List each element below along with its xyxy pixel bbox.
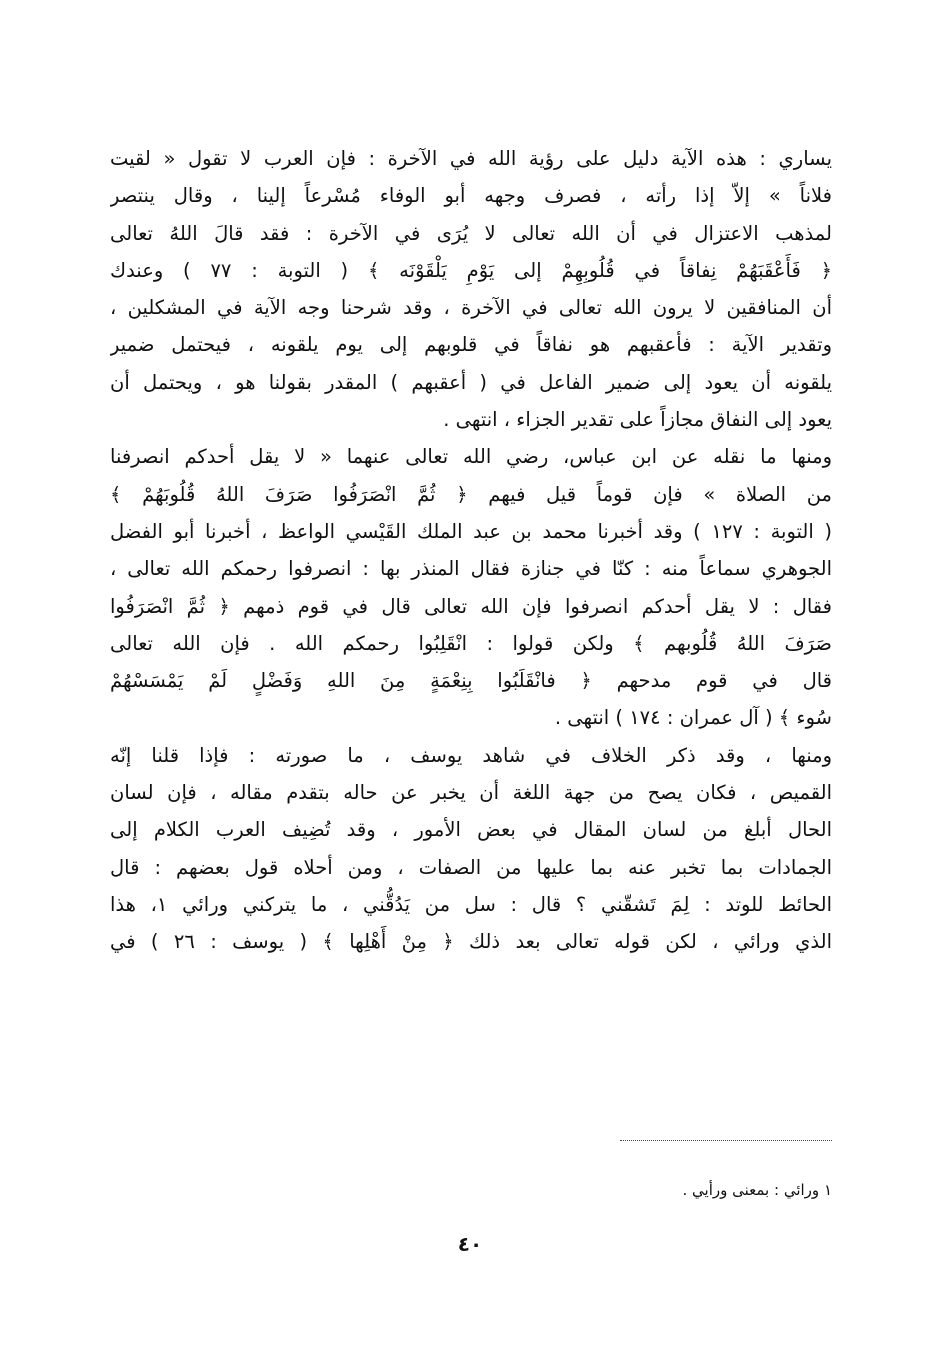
text-line: يساري : هذه الآية دليل على رؤية الله في الآخرة : فإن العرب لا تقول « لقيت: [110, 147, 832, 170]
text-line: الحائط للوتد : لِمَ تَشقّني ؟ قال : سل من يَدُقُّني ، ما يتركني ورائي ١، هذا: [110, 892, 832, 916]
text-line: ومنها ما نقله عن ابن عباس، رضي الله تعالى عنهما « لا يقل أحدكم انصرفنا: [110, 445, 832, 469]
text-line: صَرَفَ اللهُ قُلُوبهم ﴾ ولكن قولوا : انْقَلِبُوا رحمكم الله . فإن الله تعالى: [110, 631, 832, 655]
text-line: فقال : لا يقل أحدكم انصرفوا فإن الله تعالى قال في قوم ذمهم ﴿ ثُمَّ انْصَرَفُوا: [110, 594, 832, 618]
text-line: من الصلاة » فإن قوماً قيل فيهم ﴿ ثُمَّ انْصَرَفُوا صَرَفَ اللهُ قُلُوبَهُمْ ﴾: [110, 482, 832, 506]
footnote: ١ ورائي : بمعنى ورأيي .: [682, 1181, 832, 1199]
text-line: ( التوبة : ١٢٧ ) وقد أخبرنا محمد بن عبد الملك القَيْسي الواعظ ، أخبرنا أبو الفضل: [110, 519, 832, 543]
text-line: أن المنافقين لا يرون الله تعالى في الآخرة ، وقد شرحنا وجه الآية في المشكلين ،: [110, 296, 832, 320]
text-line: يعود إلى النفاق مجازاً على تقدير الجزاء ، انتهى .: [443, 408, 832, 432]
body-text: [110, 140, 832, 961]
text-line: لمذهب الاعتزال في أن الله تعالى لا يُرَى في الآخرة : فقد قالَ اللهُ تعالى: [110, 221, 832, 245]
text-line: قال في قوم مدحهم ﴿ فانْقَلَبُوا بِنِعْمَةٍ مِنَ اللهِ وَفَضْلٍ لَمْ يَمْسَسْهُمْ: [110, 669, 832, 693]
text-line: ﴿ فَأَعْقَبَهُمْ نِفاقاً في قُلُوبِهِمْ إلى يَوْمِ يَلْقَوْنَه ﴾ ( التوبة : ٧٧ ) وعندك: [110, 258, 832, 282]
text-line: الجوهري سماعاً منه : كنّا في جنازة فقال المنذر بها : انصرفوا رحمكم الله تعالى ،: [110, 557, 832, 581]
text-line: القميص ، فكان يصح من جهة اللغة أن يخبر عن حاله بتقدم مقاله ، فإن لسان: [110, 781, 832, 805]
footnote-divider: [620, 1140, 832, 1141]
text-line: الذي ورائي ، لكن قوله تعالى بعد ذلك ﴿ مِنْ أَهْلِها ﴾ ( يوسف : ٢٦ ) في: [110, 930, 832, 954]
text-line: يلقونه أن يعود إلى ضمير الفاعل في ( أعقبهم ) المقدر بقولنا هو ، ويحتمل أن: [110, 370, 832, 394]
page-number: ٤٠: [457, 1232, 483, 1256]
text-line: وتقدير الآية : فأعقبهم هو نفاقاً في قلوبهم إلى يوم يلقونه ، فيحتمل ضمير: [110, 333, 832, 357]
text-line: فلاناً » إلاّ إذا رأته ، فصرف وجهه أبو الوفاء مُسْرعاً إلينا ، وقال ينتصر: [110, 184, 832, 208]
text-line: الحال أبلغ من لسان المقال في بعض الأمور ، وقد تُضِيف العرب الكلام إلى: [110, 818, 832, 842]
text-line: سُوء ﴾ ( آل عمران : ١٧٤ ) انتهى .: [554, 706, 832, 730]
text-line: الجمادات بما تخبر عنه بما عليها من الصفات ، ومن أحلاه قول بعضهم : قال: [110, 855, 832, 879]
text-line: ومنها ، وقد ذكر الخلاف في شاهد يوسف ، ما صورته : فإذا قلنا إنّه: [110, 743, 832, 767]
